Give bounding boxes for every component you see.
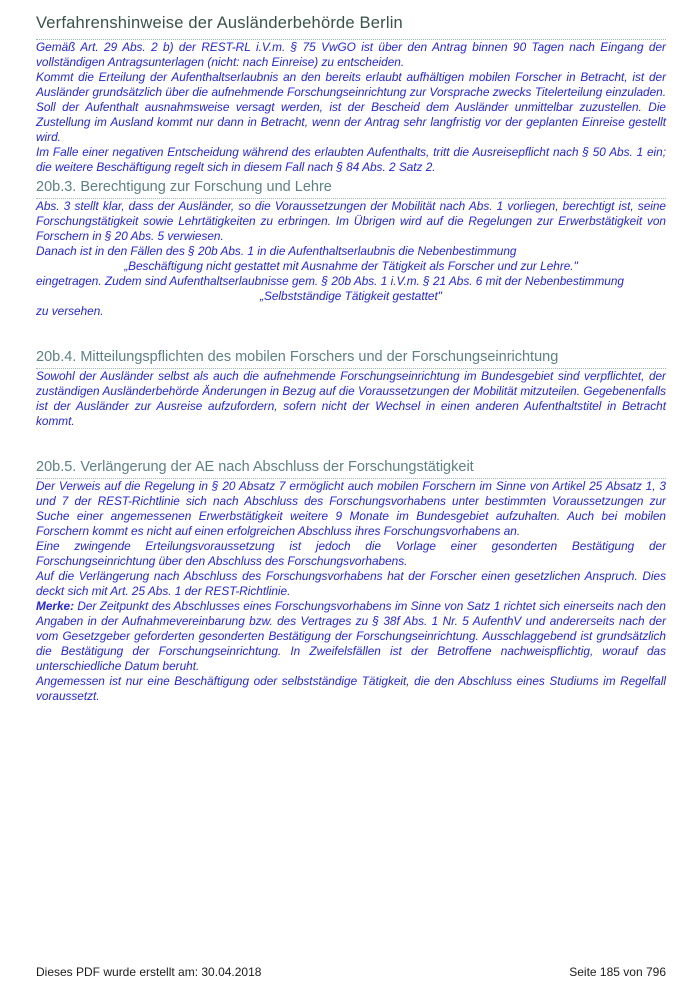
document-title: Verfahrenshinweise der Ausländerbehörde Berlin [36, 14, 403, 32]
section-heading-20b5 [36, 458, 666, 479]
paragraph-angemessen: Angemessen ist nur eine Beschäftigung oder selbstständige Tätigkeit, die den Abschluss eines Studiums im Regelfall voraussetzt. [36, 674, 666, 703]
paragraph-eingetragen: eingetragen. Zudem sind Aufenthaltserlaubnisse gem. § 20b Abs. 1 i.V.m. § 21 Abs. 6 mit der Nebenbestimmung [36, 274, 624, 288]
section-heading-20b3-title: 20b.3. Berechtigung zur Forschung und Lehre [36, 179, 332, 195]
quote-beschaeftigung: „Beschäftigung nicht gestattet mit Ausnahme der Tätigkeit als Forscher und zur Lehre." [124, 259, 578, 273]
paragraph-verweis-regelung: Der Verweis auf die Regelung in § 20 Absatz 7 ermöglicht auch mobilen Forschern im Sinne von Artikel 25 Absatz 1, 3 und 7 der REST-Richtlinie sich nach Abschluss des Forschungsvorhabens unter bestimmten Voraussetzungen zur Suche einer angemessenen Erwerbstätigkeit weitere 9 Monate im Bundesgebiet aufzuhalten. Auch bei mobilen Forschern kommt es nicht auf einen erfolgreichen Abschluss ihres Forschungsvorhabens an. [36, 479, 666, 538]
paragraph-gesetzlicher-anspruch: Auf die Verlängerung nach Abschluss des Forschungsvorhabens hat der Forscher einen gesetzlichen Anspruch. Dies deckt sich mit Art. 25 Abs. 1 der REST-Richtlinie. [36, 569, 666, 598]
footer-creation-date: Dieses PDF wurde erstellt am: 30.04.2018 [36, 965, 262, 979]
paragraph-zu-versehen: zu versehen. [36, 304, 104, 318]
paragraph-zwingende-voraussetzung: Eine zwingende Erteilungsvoraussetzung ist jedoch die Vorlage einer gesonderten Bestätigung der Forschungseinrichtung über den Abschluss des Forschungsvorhabens. [36, 539, 666, 568]
merke-text: Der Zeitpunkt des Abschlusses eines Forschungsvorhabens im Sinne von Satz 1 richtet sich einerseits nach den Angaben in der Aufnahmevereinbarung bzw. des Vertrages zu § 38f Abs. 1 Nr. 5 AufenthV und andererseits nach der vom Gesetzgeber geforderten gesonderten Bestätigung der Forschungseinrichtung. Ausschlaggebend ist grundsätzlich die Bestätigung der Forschungseinrichtung. In Zweifelsfällen ist der Betroffene nachweispflichtig, worauf das unterschiedliche Datum beruht. [36, 599, 666, 673]
paragraph-danach: Danach ist in den Fällen des § 20b Abs. 1 in die Aufenthaltserlaubnis die Nebenbestimmung [36, 244, 517, 258]
footer-page-number: Seite 185 von 796 [569, 965, 666, 979]
section-heading-20b4 [36, 348, 666, 369]
paragraph-mitteilungspflichten: Sowohl der Ausländer selbst als auch die aufnehmende Forschungseinrichtung im Bundesgebiet sind verpflichtet, der zuständigen Ausländerbehörde Änderungen in Bezug auf die Voraussetzungen der Mobilität mitzuteilen. Gegebenenfalls ist der Ausländer zur Ausreise aufzufordern, sofern nicht der Wechsel in einen anderen Aufenthaltstitel in Betracht kommt. [36, 369, 666, 428]
section-heading-20b4-title: 20b.4. Mitteilungspflichten des mobilen Forschers und der Forschungseinrichtung [36, 349, 559, 365]
paragraph-decision-deadline: Gemäß Art. 29 Abs. 2 b) der REST-RL i.V.m. § 75 VwGO ist über den Antrag binnen 90 Tagen nach Eingang der vollständigen Antragsunterlagen (nicht: nach Einreise) zu entscheiden. [36, 40, 666, 69]
paragraph-negative-decision: Im Falle einer negativen Entscheidung während des erlaubten Aufenthalts, tritt die Ausreisepflicht nach § 50 Abs. 1 ein; die weitere Beschäftigung regelt sich in diesem Fall nach § 84 Abs. 2 Satz 2. [36, 145, 666, 174]
paragraph-merke [36, 599, 666, 674]
page-footer [36, 965, 666, 979]
paragraph-abs3: Abs. 3 stellt klar, dass der Ausländer, so die Voraussetzungen der Mobilität nach Abs. 1 vorliegen, berechtigt ist, seine Forschungstätigkeit sowie Lehrtätigkeiten zu erbringen. Im Übrigen wird auf die Regelungen zur Erwerbstätigkeit von Forschern in § 20 Abs. 5 verwiesen. [36, 199, 666, 243]
section-heading-20b3 [36, 178, 666, 199]
paragraph-invitation-procedure: Kommt die Erteilung der Aufenthaltserlaubnis an den bereits erlaubt aufhältigen mobilen Forscher in Betracht, ist der Ausländer grundsätzlich über die aufnehmende Forschungseinrichtung zur Vorsprache zwecks Titelerteilung einzuladen. Soll der Aufenthalt ausnahmsweise versagt werden, ist der Bescheid dem Ausländer unmittelbar zuzustellen. Die Zustellung im Ausland kommt nur dann in Betracht, wenn der Antrag sehr langfristig vor der geplanten Einreise gestellt wird. [36, 70, 666, 144]
section-heading-20b5-title: 20b.5. Verlängerung der AE nach Abschluss der Forschungstätigkeit [36, 459, 474, 475]
merke-label: Merke: [36, 599, 75, 613]
quote-selbststaendige-taetigkeit: „Selbstständige Tätigkeit gestattet" [260, 289, 442, 303]
